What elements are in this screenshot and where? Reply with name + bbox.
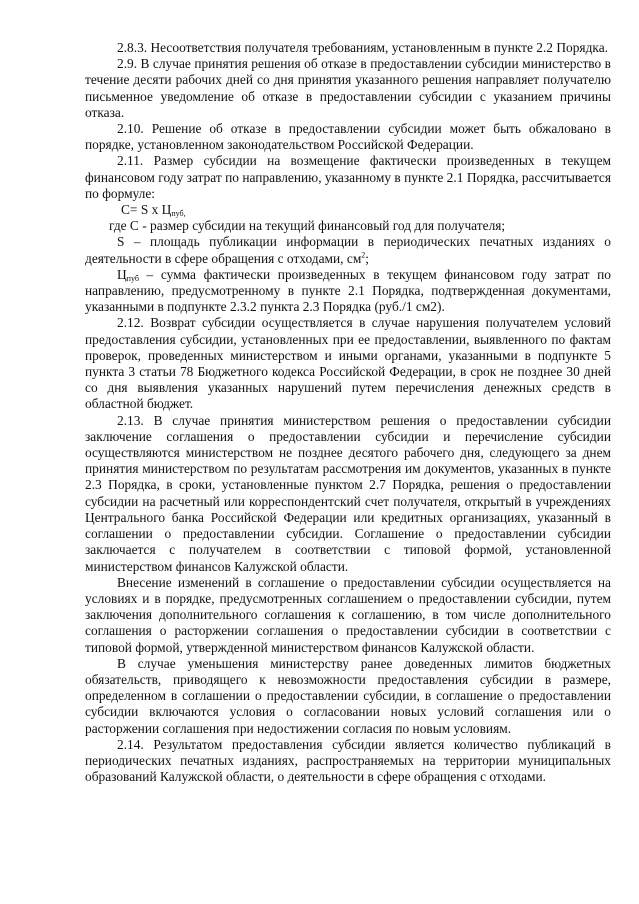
paragraph-2-13: 2.13. В случае принятия министерством решения о предоставлении субсидии заключение соглашения о предоставлении субсидии и перечисление субсидии осуществляются министерством не позднее десятого рабочего дня, следующего за днем принятия министерством по результатам рассмотрения им документов, указанных в пункте 2.3 Порядка, в сроки, установленные пунктом 2.7 Порядка, решения о предоставлении субсидии на расчетный или корреспондентский счет получателя, открытый в учреждениях Центрального банка Российской Федерации или кредитных организациях, указанный в соглашении о предоставлении субсидии. Соглашение о предоставлении субсидии заключается с получателем в соответствии с типовой формой, установленной министерством финансов Калужской области. bbox=[85, 412, 611, 574]
paragraph-changes: Внесение изменений в соглашение о предоставлении субсидии осуществляется на условиях и в порядке, предусмотренных соглашением о предоставлении субсидии, путем заключения дополнительного соглашения к соглашению, в том числе дополнительного соглашения о расторжении соглашения о предоставлении субсидии в соответствии с типовой формой, утвержденной министерством финансов Калужской области. bbox=[85, 574, 611, 655]
definition-s-text: S – площадь публикации информации в периодических печатных изданиях о деятельности в сфере обращения с отходами, см bbox=[85, 234, 611, 266]
formula-main: С= S x Ц bbox=[121, 202, 172, 218]
definition-cpub bbox=[85, 267, 611, 316]
paragraph-2-9: 2.9. В случае принятия решения об отказе в предоставлении субсидии министерство в течение десяти рабочих дней со дня принятия указанного решения направляет получателю письменное уведомление об отказе в предоставлении субсидии с указанием причины отказа. bbox=[85, 56, 611, 120]
paragraph-2-8-3: 2.8.3. Несоответствия получателя требованиям, установленным в пункте 2.2 Порядка. bbox=[117, 40, 608, 55]
formula-subscript: пуб, bbox=[171, 209, 186, 219]
definition-s-sup: 2 bbox=[361, 250, 366, 260]
paragraph-2-12: 2.12. Возврат субсидии осуществляется в случае нарушения получателем условий предоставления субсидии, установленных при ее предоставлении, выявленного по фактам проверок, проведенных министерством и иными органами, указанными в подпункте 5 пункта 3 статьи 78 Бюджетного кодекса Российской Федерации, в срок не позднее 30 дней со дня выявления указанных нарушений путем перечисления денежных средств в областной бюджет. bbox=[85, 315, 611, 412]
definition-cpub-text: – сумма фактически произведенных в текущем финансовом году затрат по направлению, предусмотренному в пункте 2.1 Порядка, подтвержденная документами, указанными в подпункте 2.3.2 пункта 2.3 Порядка (руб./1 см2). bbox=[85, 266, 611, 315]
paragraph-2-10: 2.10. Решение об отказе в предоставлении субсидии может быть обжаловано в порядке, установленном законодательством Российской Федерации. bbox=[85, 121, 611, 153]
paragraph-reduction: В случае уменьшения министерству ранее доведенных лимитов бюджетных обязательств, приводящего к невозможности предоставления субсидии в размере, определенном в соглашении о предоставлении субсидии, в соглашение о предоставлении субсидии включаются условия о согласовании новых условий соглашения или о расторжении соглашения при недостижении согласия по новым условиям. bbox=[85, 655, 611, 736]
definition-s-end: ; bbox=[365, 250, 370, 266]
document-body bbox=[85, 40, 611, 785]
definition-c: где С - размер субсидии на текущий финансовый год для получателя; bbox=[109, 218, 506, 234]
paragraph-2-11: 2.11. Размер субсидии на возмещение фактически произведенных в текущем финансовом году затрат по направлению, указанному в пункте 2.1 Порядка, рассчитывается по формуле: bbox=[85, 153, 611, 201]
paragraph-2-14: 2.14. Результатом предоставления субсидии является количество публикаций в периодических печатных изданиях, распространяемых на территории муниципальных образований Калужской области, о деятельности в сфере обращения с отходами. bbox=[85, 736, 611, 785]
definition-s bbox=[85, 234, 611, 266]
definition-cpub-sub: пуб bbox=[126, 273, 139, 283]
subsidy-formula bbox=[85, 202, 611, 218]
definition-cpub-symbol: Ц bbox=[117, 266, 127, 282]
